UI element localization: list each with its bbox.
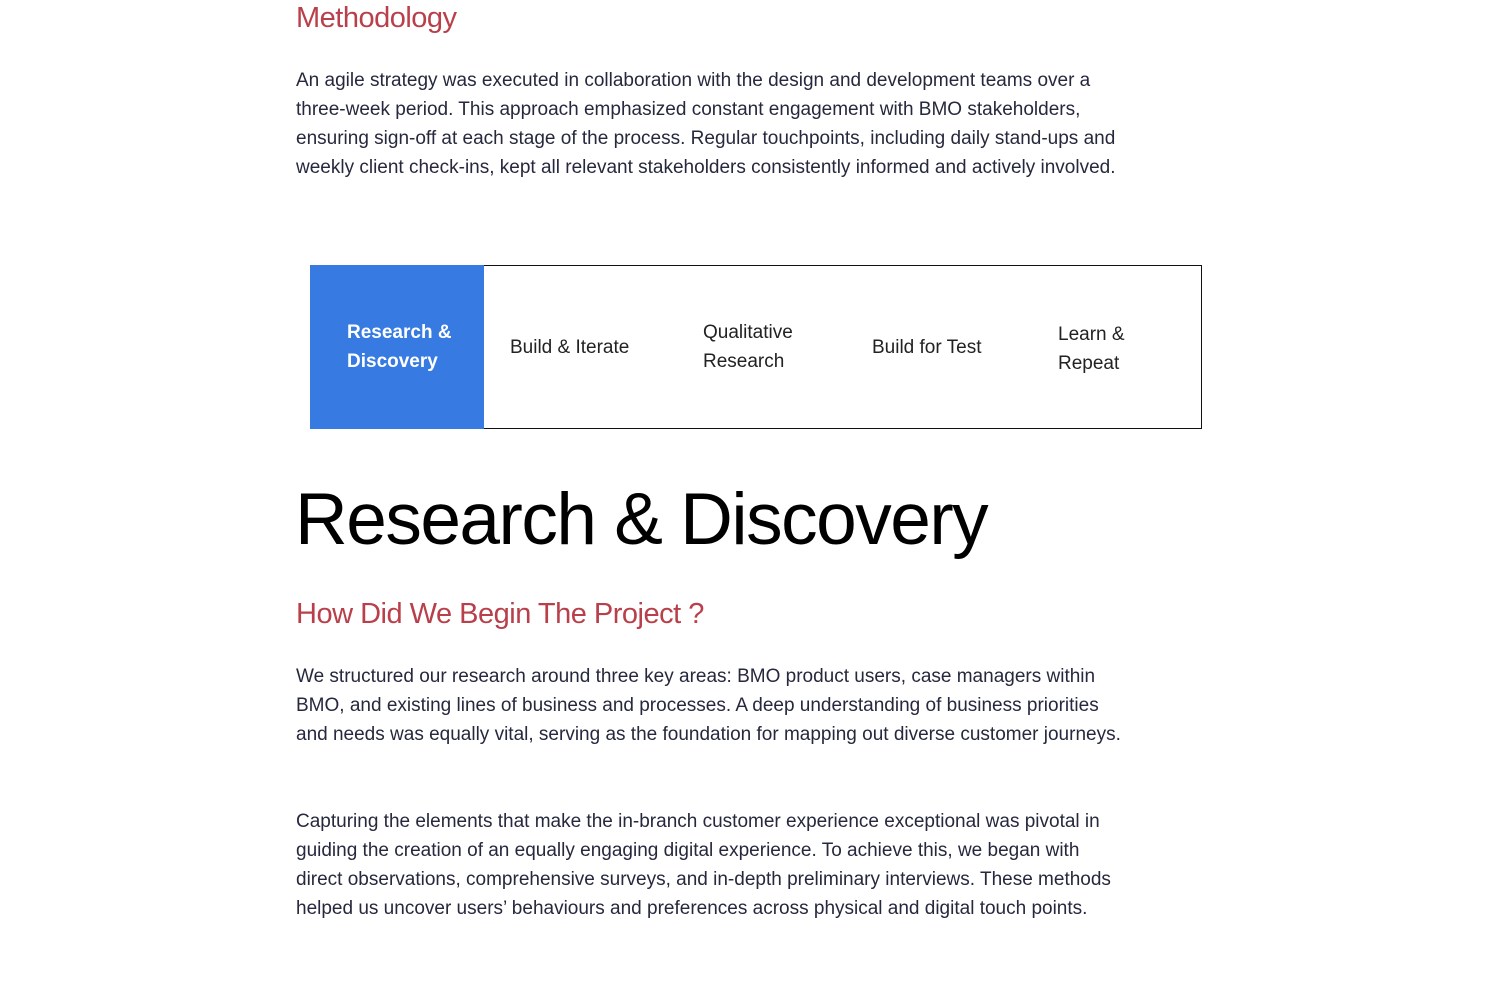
- research-paragraph-1: We structured our research around three key areas: BMO product users, case managers within BMO, and existing lines of business and processes. A deep understanding of business priorities and needs was equally vital, serving as the foundation for mapping out diverse customer journeys.: [296, 666, 1121, 745]
- tab-learn-repeat[interactable]: [1058, 266, 1178, 428]
- process-tabs: [310, 265, 1202, 429]
- tab-build-iterate[interactable]: [510, 266, 670, 428]
- tab-qualitative-research[interactable]: [703, 266, 833, 428]
- tab-research-discovery[interactable]: [310, 265, 484, 429]
- section-subtitle: How Did We Begin The Project ?: [296, 598, 704, 630]
- tab-build-for-test[interactable]: [872, 266, 1022, 428]
- tab-label: Build for Test: [872, 336, 982, 358]
- tab-label: Research & Discovery: [347, 322, 452, 372]
- methodology-paragraph: An agile strategy was executed in collaboration with the design and development teams over a three-week period. This approach emphasized constant engagement with BMO stakeholders, ensuring sign-off at each stage of the process. Regular touchpoints, including daily stand-ups and weekly client check-ins, kept all relevant stakeholders consistently informed and actively involved.: [296, 70, 1116, 178]
- research-paragraph-2: Capturing the elements that make the in-branch customer experience exceptional was pivotal in guiding the creation of an equally engaging digital experience. To achieve this, we began with direct observations, comprehensive surveys, and in-depth preliminary interviews. These methods helped us uncover users’ behaviours and preferences across physical and digital touch points.: [296, 811, 1111, 919]
- methodology-heading: Methodology: [296, 2, 457, 34]
- tab-label: Qualitative Research: [703, 322, 793, 372]
- section-title: Research & Discovery: [295, 479, 988, 560]
- tab-label: Learn & Repeat: [1058, 323, 1125, 374]
- tab-label: Build & Iterate: [510, 336, 630, 358]
